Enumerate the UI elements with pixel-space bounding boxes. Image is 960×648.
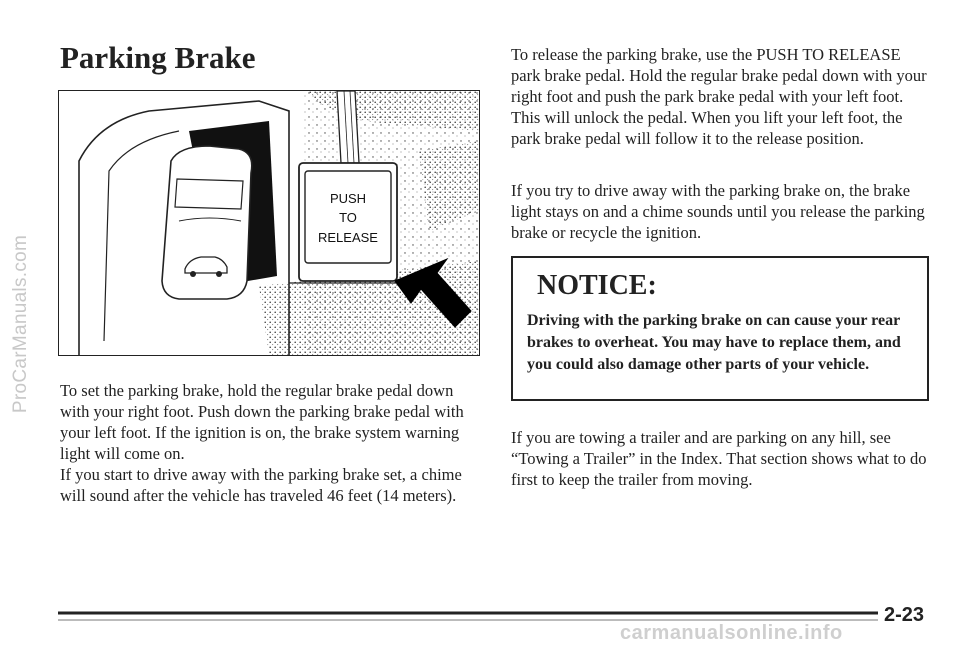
parking-brake-illustration <box>58 90 480 356</box>
side-watermark <box>6 0 36 648</box>
bottom-watermark: carmanualsonline.info <box>620 622 843 644</box>
page-title: Parking Brake <box>60 40 256 75</box>
notice-body: Driving with the parking brake on can cause your rear brakes to overheat. You may have to replace them, and you could also damage other parts of your vehicle. <box>527 312 901 373</box>
notice-title: NOTICE: <box>537 270 657 301</box>
paragraph-release-brake: To release the parking brake, use the PUSH TO RELEASE park brake pedal. Hold the regular brake pedal down with your right foot and push the park brake pedal with your left foot. This will unlock the pedal. When you lift your left foot, the park brake pedal will follow it to the release position. <box>511 45 927 148</box>
page-number: 2-23 <box>884 604 925 626</box>
parking-brake-drawing <box>59 91 479 355</box>
paragraph-chime-warning: If you start to drive away with the parking brake set, a chime will sound after the vehicle has traveled 46 feet (14 meters). <box>60 465 462 505</box>
release-label-line-2: TO <box>339 210 357 225</box>
paragraph-set-brake: To set the parking brake, hold the regular brake pedal down with your right foot. Push down the parking brake pedal with your left foot. If the ignition is on, the brake system warning light will come on. <box>60 381 464 463</box>
release-label-line-3: RELEASE <box>318 230 378 245</box>
paragraph-brake-light: If you try to drive away with the parking brake on, the brake light stays on and a chime sounds until you release the parking brake or recycle the ignition. <box>511 181 925 242</box>
release-label-line-1: PUSH <box>329 191 367 206</box>
side-watermark-text: ProCarManuals.com <box>10 234 31 414</box>
notice-box <box>511 256 929 401</box>
paragraph-towing-trailer: If you are towing a trailer and are parking on any hill, see “Towing a Trailer” in the Index. That section shows what to do first to keep the trailer from moving. <box>511 428 927 489</box>
